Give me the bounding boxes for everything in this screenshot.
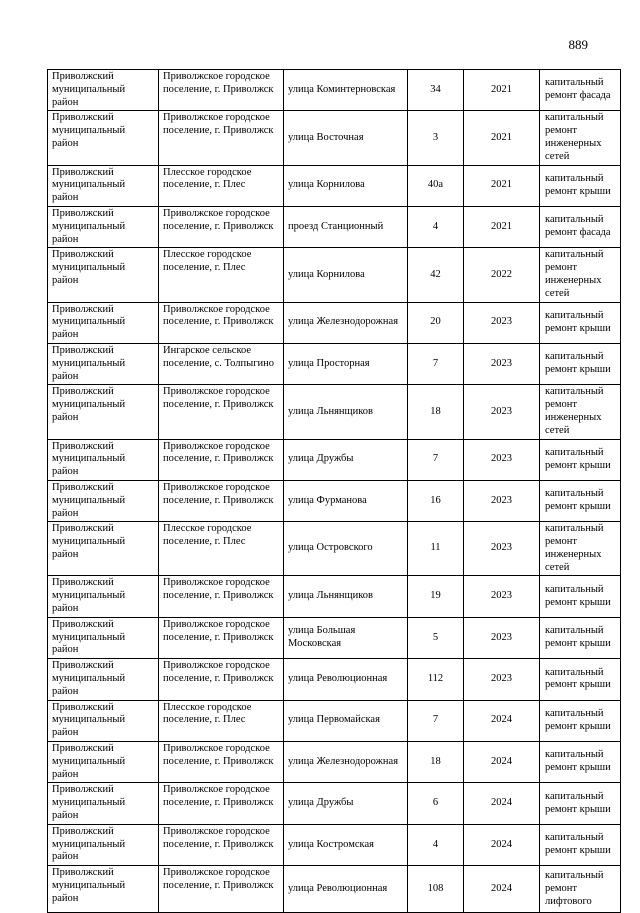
district-cell: Приволжский муниципальный район [48, 700, 159, 741]
table-row [48, 742, 621, 783]
street-cell: улица Революционная [284, 866, 408, 913]
settlement-cell: Приволжское городское поселение, г. Приволжск [159, 824, 284, 865]
house-number-cell: 18 [408, 385, 464, 439]
year-cell: 2024 [464, 866, 540, 913]
year-cell: 2021 [464, 165, 540, 206]
settlement-cell: Приволжское городское поселение, г. Приволжск [159, 111, 284, 165]
year-cell: 2023 [464, 343, 540, 384]
settlement-cell: Приволжское городское поселение, г. Приволжск [159, 617, 284, 658]
table-row [48, 824, 621, 865]
year-cell: 2021 [464, 206, 540, 247]
settlement-cell: Плесское городское поселение, г. Плес [159, 522, 284, 576]
work-type-cell: капитальный ремонт крыши [540, 700, 621, 741]
table-row [48, 248, 621, 302]
work-type-cell: капитальный ремонт крыши [540, 783, 621, 824]
district-cell: Приволжский муниципальный район [48, 385, 159, 439]
year-cell: 2023 [464, 439, 540, 480]
settlement-cell: Приволжское городское поселение, г. Приволжск [159, 439, 284, 480]
street-cell: улица Большая Московская [284, 617, 408, 658]
table-row [48, 576, 621, 617]
street-cell: улица Просторная [284, 343, 408, 384]
year-cell: 2023 [464, 576, 540, 617]
district-cell: Приволжский муниципальный район [48, 783, 159, 824]
settlement-cell: Приволжское городское поселение, г. Приволжск [159, 866, 284, 913]
year-cell: 2023 [464, 522, 540, 576]
table-row [48, 206, 621, 247]
year-cell: 2024 [464, 742, 540, 783]
settlement-cell: Приволжское городское поселение, г. Приволжск [159, 576, 284, 617]
table-row [48, 165, 621, 206]
work-type-cell: капитальный ремонт инженерных сетей [540, 522, 621, 576]
house-number-cell: 18 [408, 742, 464, 783]
table-row [48, 111, 621, 165]
house-number-cell: 7 [408, 700, 464, 741]
page-number: 889 [568, 37, 588, 52]
work-type-cell: капитальный ремонт крыши [540, 302, 621, 343]
year-cell: 2022 [464, 248, 540, 302]
year-cell: 2023 [464, 302, 540, 343]
table-row [48, 522, 621, 576]
street-cell: улица Восточная [284, 111, 408, 165]
district-cell: Приволжский муниципальный район [48, 439, 159, 480]
house-number-cell: 4 [408, 206, 464, 247]
work-type-cell: капитальный ремонт крыши [540, 480, 621, 521]
table-row [48, 302, 621, 343]
street-cell: улица Первомайская [284, 700, 408, 741]
house-number-cell: 112 [408, 659, 464, 700]
table-row [48, 439, 621, 480]
repair-schedule-table-container [47, 69, 620, 913]
district-cell: Приволжский муниципальный район [48, 70, 159, 111]
street-cell: улица Льнянщиков [284, 576, 408, 617]
settlement-cell: Приволжское городское поселение, г. Приволжск [159, 659, 284, 700]
district-cell: Приволжский муниципальный район [48, 824, 159, 865]
house-number-cell: 6 [408, 783, 464, 824]
table-row [48, 866, 621, 913]
year-cell: 2023 [464, 385, 540, 439]
district-cell: Приволжский муниципальный район [48, 302, 159, 343]
work-type-cell: капитальный ремонт крыши [540, 343, 621, 384]
table-row [48, 480, 621, 521]
street-cell: улица Льнянщиков [284, 385, 408, 439]
district-cell: Приволжский муниципальный район [48, 522, 159, 576]
settlement-cell: Приволжское городское поселение, г. Приволжск [159, 783, 284, 824]
street-cell: улица Фурманова [284, 480, 408, 521]
house-number-cell: 16 [408, 480, 464, 521]
repair-schedule-table [47, 69, 621, 913]
street-cell: улица Революционная [284, 659, 408, 700]
street-cell: улица Корнилова [284, 248, 408, 302]
year-cell: 2024 [464, 700, 540, 741]
year-cell: 2024 [464, 783, 540, 824]
table-row [48, 385, 621, 439]
work-type-cell: капитальный ремонт крыши [540, 742, 621, 783]
house-number-cell: 7 [408, 343, 464, 384]
street-cell: улица Островского [284, 522, 408, 576]
table-row [48, 617, 621, 658]
house-number-cell: 108 [408, 866, 464, 913]
house-number-cell: 19 [408, 576, 464, 617]
district-cell: Приволжский муниципальный район [48, 617, 159, 658]
work-type-cell: капитальный ремонт инженерных сетей [540, 248, 621, 302]
street-cell: улица Костромская [284, 824, 408, 865]
work-type-cell: капитальный ремонт инженерных сетей [540, 385, 621, 439]
table-row [48, 70, 621, 111]
settlement-cell: Приволжское городское поселение, г. Приволжск [159, 302, 284, 343]
house-number-cell: 7 [408, 439, 464, 480]
settlement-cell: Плесское городское поселение, г. Плес [159, 165, 284, 206]
work-type-cell: капитальный ремонт крыши [540, 165, 621, 206]
year-cell: 2023 [464, 480, 540, 521]
settlement-cell: Плесское городское поселение, г. Плес [159, 248, 284, 302]
district-cell: Приволжский муниципальный район [48, 165, 159, 206]
district-cell: Приволжский муниципальный район [48, 866, 159, 913]
district-cell: Приволжский муниципальный район [48, 248, 159, 302]
work-type-cell: капитальный ремонт крыши [540, 439, 621, 480]
house-number-cell: 3 [408, 111, 464, 165]
settlement-cell: Приволжское городское поселение, г. Приволжск [159, 480, 284, 521]
district-cell: Приволжский муниципальный район [48, 111, 159, 165]
house-number-cell: 40а [408, 165, 464, 206]
work-type-cell: капитальный ремонт крыши [540, 617, 621, 658]
district-cell: Приволжский муниципальный район [48, 576, 159, 617]
house-number-cell: 11 [408, 522, 464, 576]
work-type-cell: капитальный ремонт фасада [540, 206, 621, 247]
district-cell: Приволжский муниципальный район [48, 343, 159, 384]
settlement-cell: Приволжское городское поселение, г. Приволжск [159, 742, 284, 783]
work-type-cell: капитальный ремонт крыши [540, 659, 621, 700]
street-cell: улица Коминтерновская [284, 70, 408, 111]
street-cell: улица Дружбы [284, 439, 408, 480]
work-type-cell: капитальный ремонт лифтового [540, 866, 621, 913]
street-cell: улица Железнодорожная [284, 742, 408, 783]
year-cell: 2023 [464, 617, 540, 658]
settlement-cell: Плесское городское поселение, г. Плес [159, 700, 284, 741]
table-row [48, 783, 621, 824]
year-cell: 2021 [464, 111, 540, 165]
year-cell: 2023 [464, 659, 540, 700]
district-cell: Приволжский муниципальный район [48, 742, 159, 783]
house-number-cell: 20 [408, 302, 464, 343]
table-row [48, 343, 621, 384]
house-number-cell: 4 [408, 824, 464, 865]
settlement-cell: Приволжское городское поселение, г. Приволжск [159, 206, 284, 247]
work-type-cell: капитальный ремонт крыши [540, 824, 621, 865]
table-row [48, 700, 621, 741]
street-cell: улица Железнодорожная [284, 302, 408, 343]
table-body [48, 70, 621, 913]
work-type-cell: капитальный ремонт фасада [540, 70, 621, 111]
district-cell: Приволжский муниципальный район [48, 206, 159, 247]
district-cell: Приволжский муниципальный район [48, 480, 159, 521]
street-cell: проезд Станционный [284, 206, 408, 247]
table-row [48, 659, 621, 700]
year-cell: 2024 [464, 824, 540, 865]
house-number-cell: 34 [408, 70, 464, 111]
work-type-cell: капитальный ремонт инженерных сетей [540, 111, 621, 165]
street-cell: улица Корнилова [284, 165, 408, 206]
house-number-cell: 42 [408, 248, 464, 302]
settlement-cell: Приволжское городское поселение, г. Приволжск [159, 70, 284, 111]
settlement-cell: Ингарское сельское поселение, с. Толпыгино [159, 343, 284, 384]
work-type-cell: капитальный ремонт крыши [540, 576, 621, 617]
settlement-cell: Приволжское городское поселение, г. Приволжск [159, 385, 284, 439]
house-number-cell: 5 [408, 617, 464, 658]
year-cell: 2021 [464, 70, 540, 111]
street-cell: улица Дружбы [284, 783, 408, 824]
district-cell: Приволжский муниципальный район [48, 659, 159, 700]
